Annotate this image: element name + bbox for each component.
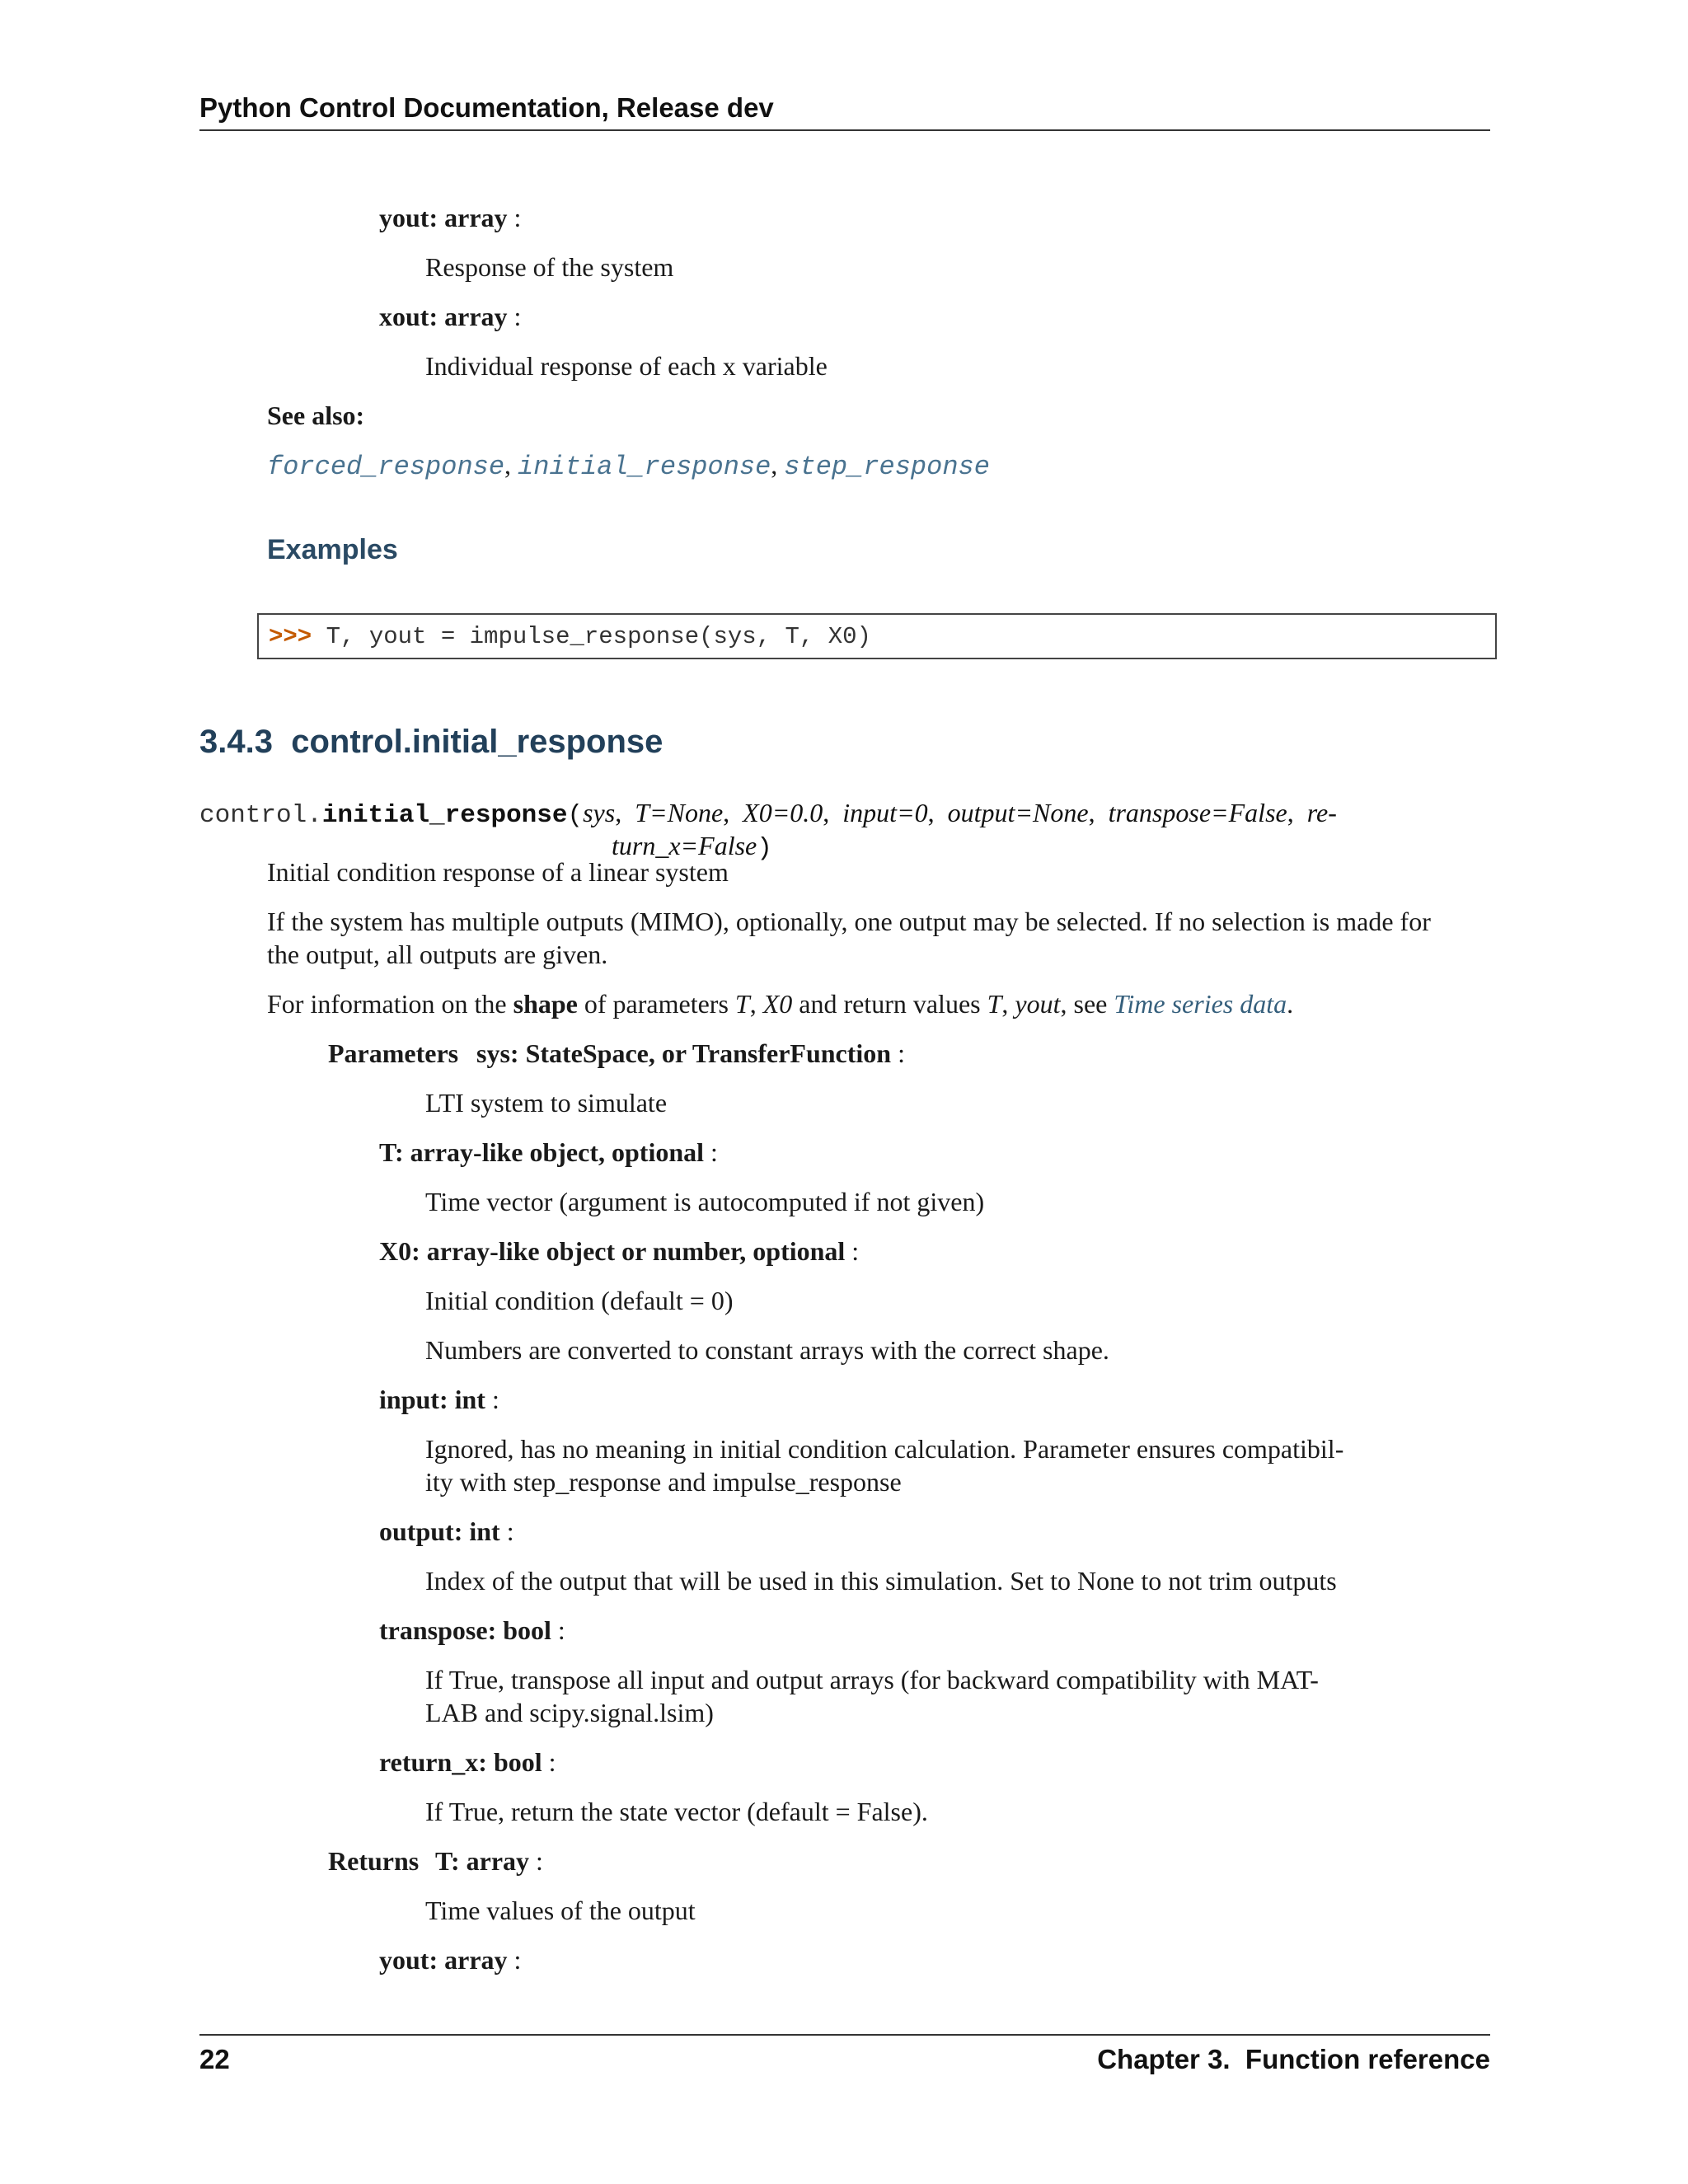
- return-name-yout: yout: array :: [379, 203, 522, 232]
- see-also-links: forced_response, initial_response, step_response: [267, 450, 990, 482]
- desc-summary: Initial condition response of a linear system: [267, 857, 729, 887]
- returns-label: Returns: [328, 1846, 420, 1876]
- param-name-input: input: int :: [379, 1385, 499, 1414]
- param-desc-T: Time vector (argument is autocomputed if not given): [425, 1187, 985, 1216]
- function-name: initial_response: [321, 801, 568, 830]
- desc-mimo-line1: If the system has multiple outputs (MIMO), optionally, one output may be selected. If no selection is made for: [267, 907, 1431, 936]
- param-desc-return-x: If True, return the state vector (default = False).: [425, 1797, 928, 1826]
- function-signature: control.initial_response(sys, T=None, X0=0.0, input=0, output=None, transpose=False, re-: [199, 798, 1337, 830]
- param-name-output: output: int :: [379, 1516, 514, 1546]
- param-desc-transpose-line1: If True, transpose all input and output arrays (for backward compatibility with MAT-: [425, 1665, 1319, 1694]
- examples-heading: Examples: [267, 534, 398, 565]
- param-desc-output: Index of the output that will be used in this simulation. Set to None to not trim outputs: [425, 1566, 1337, 1596]
- param-desc-transpose-line2: LAB and scipy.signal.lsim): [425, 1698, 714, 1727]
- page-number: 22: [199, 2044, 230, 2074]
- link-initial-response[interactable]: initial_response: [518, 452, 771, 482]
- link-forced-response[interactable]: forced_response: [267, 452, 505, 482]
- param-name-T: T: array-like object, optional :: [379, 1137, 718, 1167]
- running-header: Python Control Documentation, Release dev: [199, 92, 774, 123]
- return-name-xout: xout: array :: [379, 302, 522, 331]
- code-prompt: >>>: [269, 623, 312, 650]
- return-name-T: T: array :: [435, 1846, 543, 1876]
- link-step-response[interactable]: step_response: [784, 452, 990, 482]
- header-rule: [199, 129, 1490, 131]
- see-also-label: See also:: [267, 401, 365, 430]
- param-name-X0: X0: array-like object or number, optional :: [379, 1236, 860, 1266]
- desc-mimo-line2: the output, all outputs are given.: [267, 940, 608, 969]
- return-desc-yout: Response of the system: [425, 252, 674, 282]
- desc-shape: For information on the shape of parameters T, X0 and return values T, yout, see Time series data.: [267, 989, 1294, 1019]
- param-name-sys: sys: StateSpace, or TransferFunction :: [476, 1038, 905, 1068]
- param-desc-input-line1: Ignored, has no meaning in initial condition calculation. Parameter ensures compatibil-: [425, 1434, 1344, 1464]
- section-heading: 3.4.3 control.initial_response: [199, 724, 663, 760]
- function-signature-cont: turn_x=False): [612, 831, 772, 863]
- param-desc-X0-note: Numbers are converted to constant arrays with the correct shape.: [425, 1335, 1109, 1365]
- param-desc-X0: Initial condition (default = 0): [425, 1286, 734, 1315]
- return-desc-T: Time values of the output: [425, 1896, 696, 1925]
- return-name-yout-2: yout: array :: [379, 1945, 522, 1975]
- footer-rule: [199, 2034, 1490, 2036]
- code-line: [269, 623, 871, 651]
- param-name-transpose: transpose: bool :: [379, 1615, 565, 1645]
- parameters-label: Parameters: [328, 1038, 459, 1068]
- return-desc-xout: Individual response of each x variable: [425, 351, 828, 381]
- param-name-return-x: return_x: bool :: [379, 1747, 556, 1777]
- code-text: T, yout = impulse_response(sys, T, X0): [312, 623, 871, 650]
- link-time-series-data[interactable]: Time series data: [1114, 989, 1287, 1019]
- code-block: [257, 613, 1497, 659]
- chapter-title: Chapter 3. Function reference: [1097, 2044, 1490, 2074]
- param-desc-sys: LTI system to simulate: [425, 1088, 668, 1118]
- param-desc-input-line2: ity with step_response and impulse_response: [425, 1467, 902, 1497]
